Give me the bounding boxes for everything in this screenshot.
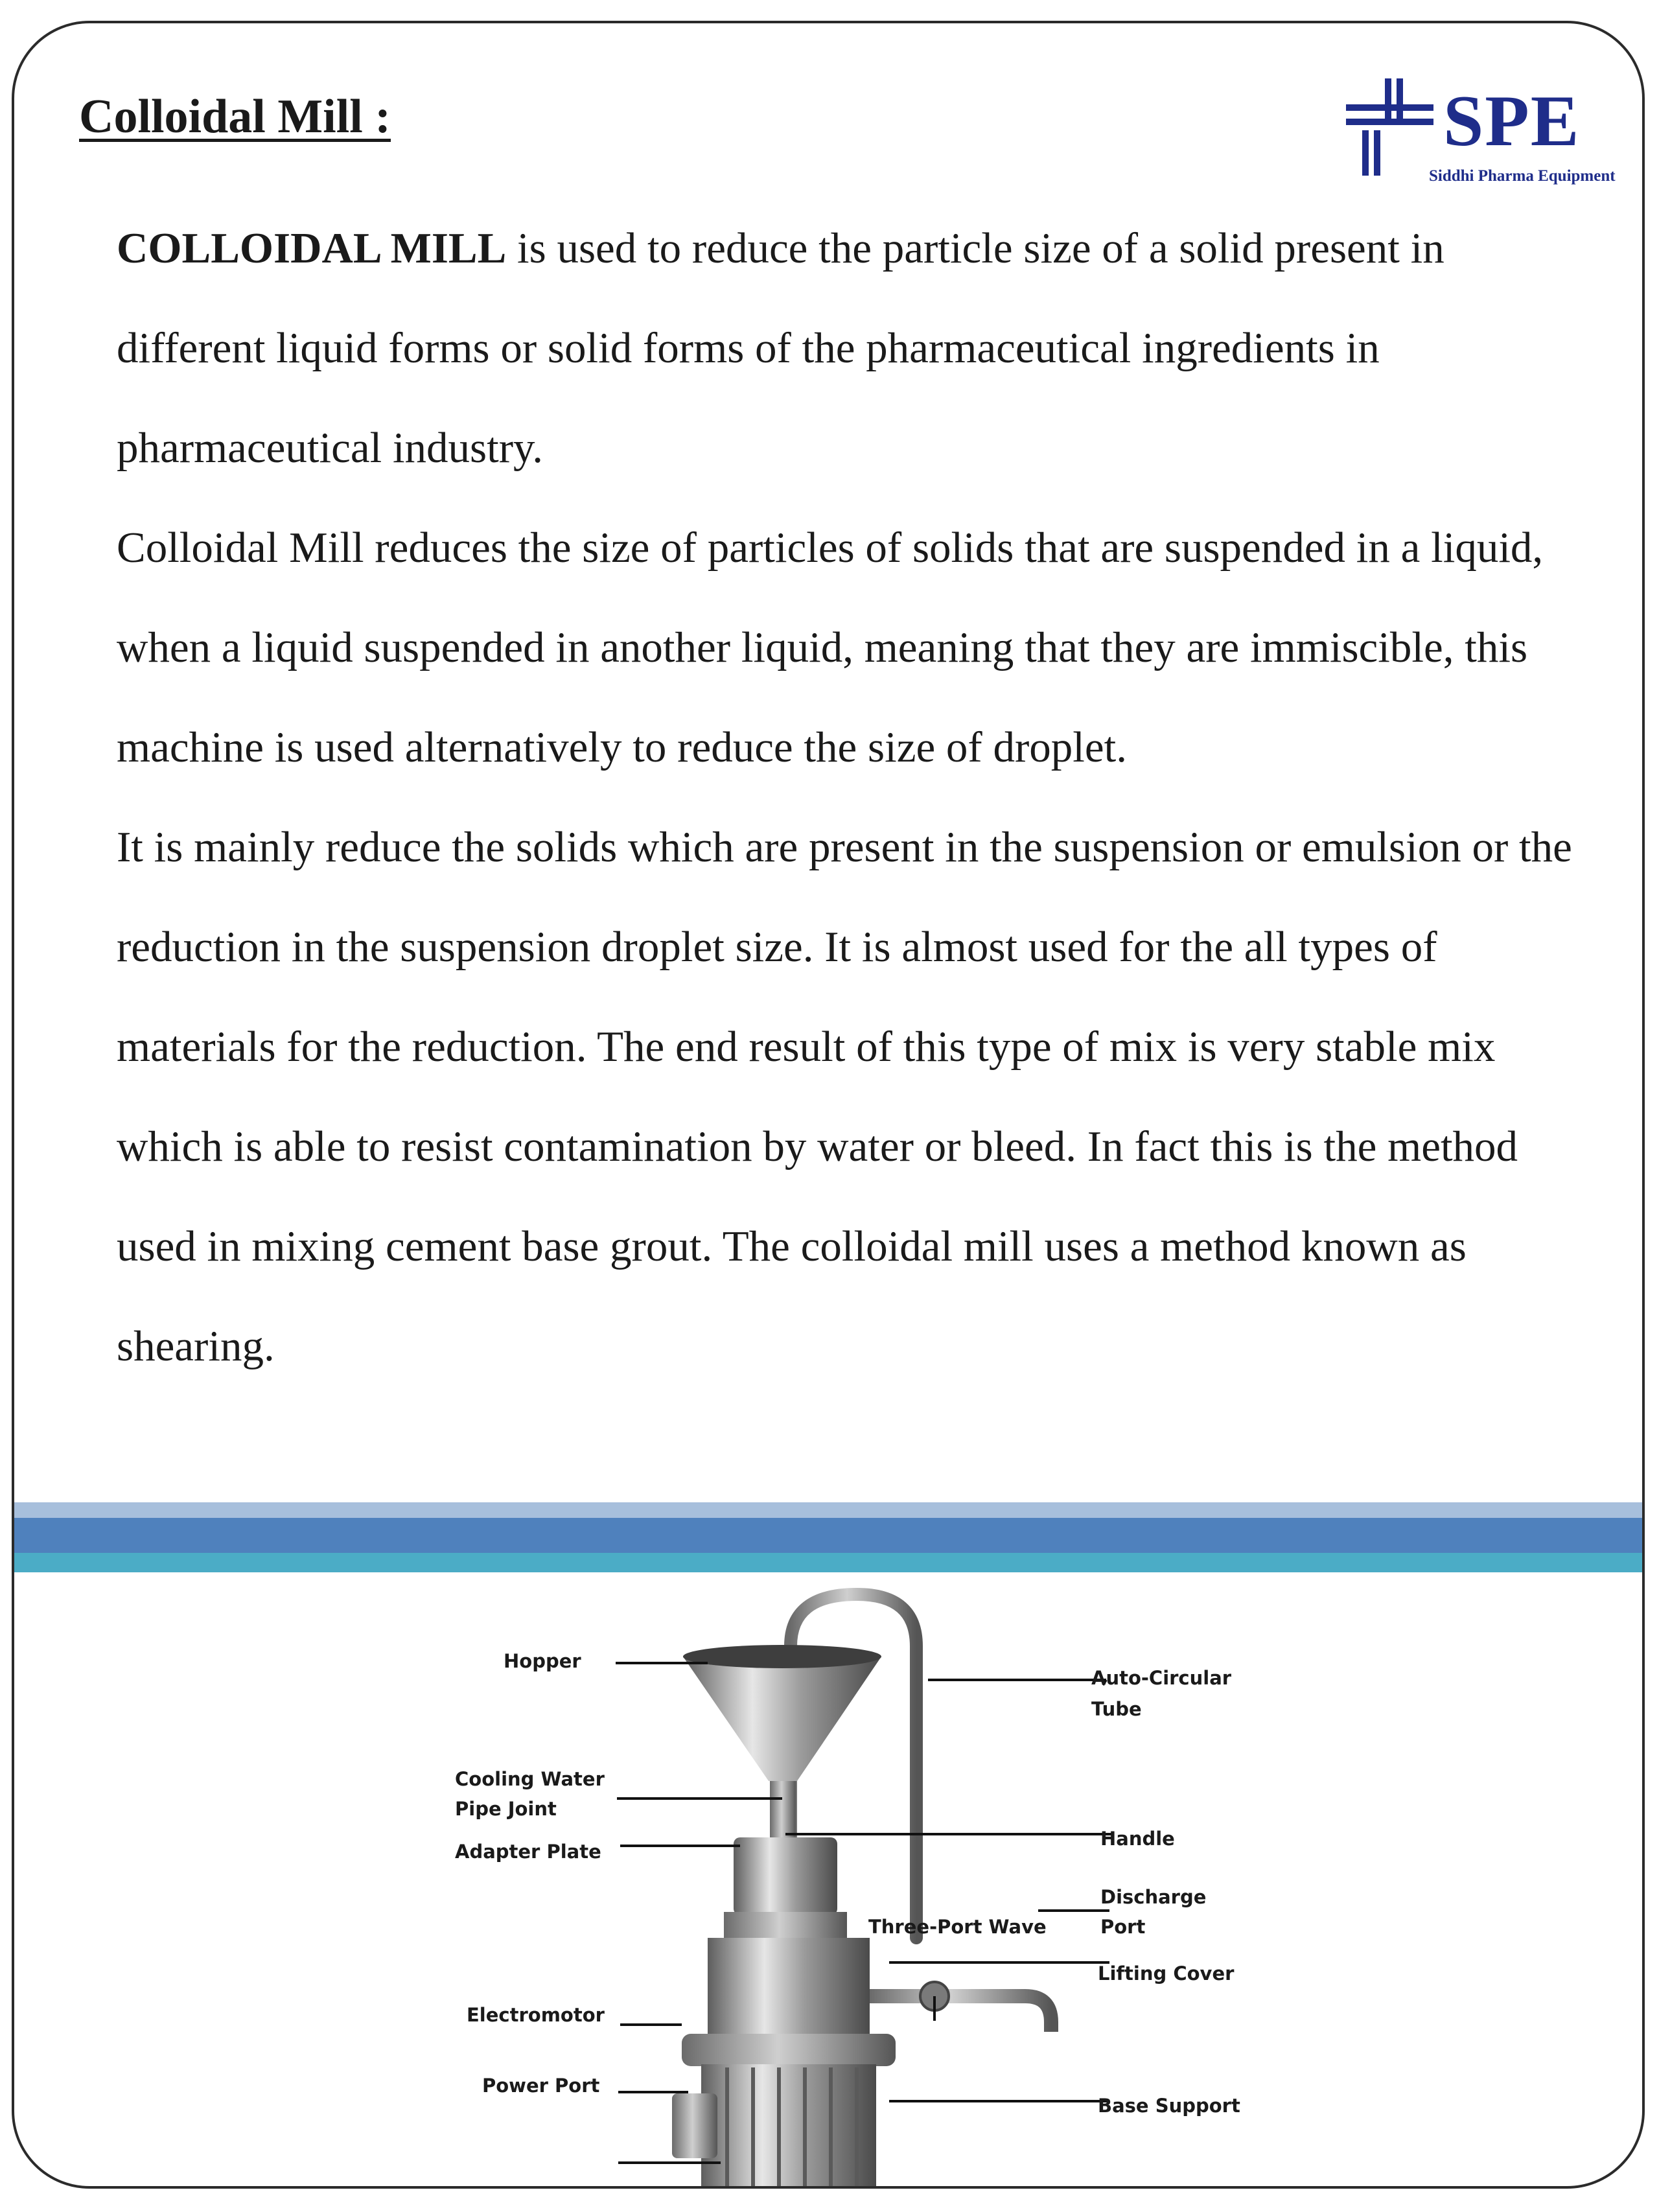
label-electromotor: Electromotor [467,2004,605,2026]
label-discharge: Discharge [1100,1886,1207,1908]
label-auto-circular: Auto-Circular [1091,1667,1232,1689]
logo-wordmark: SPE [1443,81,1581,161]
slide [12,21,1645,2189]
page-title: Colloidal Mill : [79,90,391,143]
label-port: Port [1100,1916,1146,1938]
colloidal-mill-diagram [14,1575,1645,2189]
colloidal-mill-illustration [14,1575,1645,2189]
paragraph-text: It is mainly reduce the solids which are present in the suspension or emulsion or the reduction in the suspension droplet size. It is almost used for the all types of materials for the reduction. The end result of this type of mix is very stable mix which is able to resist contamination by water or bleed. In fact this is the method used in mixing cement base grout. The colloidal mill uses a method known as shearing. [117,823,1572,1370]
spe-logo-mark-icon [1346,78,1437,176]
paragraph-text: is used to reduce the particle size of a solid present in different liquid forms or solid forms of the pharmaceutical ingredients in pharmaceutical industry. [117,224,1444,472]
divider-stripe-blue [14,1518,1642,1553]
label-lifting-cover: Lifting Cover [1098,1962,1235,1985]
label-handle: Handle [1100,1828,1175,1850]
paragraph-3 [117,797,1581,1396]
label-power-port: Power Port [482,2075,600,2097]
label-three-port-wave: Three-Port Wave [868,1916,1047,1938]
spe-logo [1346,59,1631,189]
paragraph-text: Colloidal Mill reduces the size of particles of solids that are suspended in a liquid, when a liquid suspended in another liquid, meaning that they are immiscible, this machine is used alternatively to reduce the size of droplet. [117,524,1544,771]
label-hopper: Hopper [504,1650,581,1672]
paragraph-2 [117,498,1581,797]
label-base-support: Base Support [1098,2095,1240,2117]
divider-band [14,1502,1642,1575]
paragraph-1 [117,198,1581,498]
divider-stripe-teal [14,1553,1642,1572]
logo-subtitle: Siddhi Pharma Equipment [1429,167,1616,185]
label-cooling-water: Cooling Water [455,1768,605,1790]
label-tube: Tube [1091,1698,1142,1720]
label-pipe-joint: Pipe Joint [455,1798,557,1820]
body-text [117,198,1581,1396]
paragraph-lead: COLLOIDAL MILL [117,224,507,272]
divider-stripe-light [14,1502,1642,1518]
label-adapter-plate: Adapter Plate [455,1841,601,1863]
